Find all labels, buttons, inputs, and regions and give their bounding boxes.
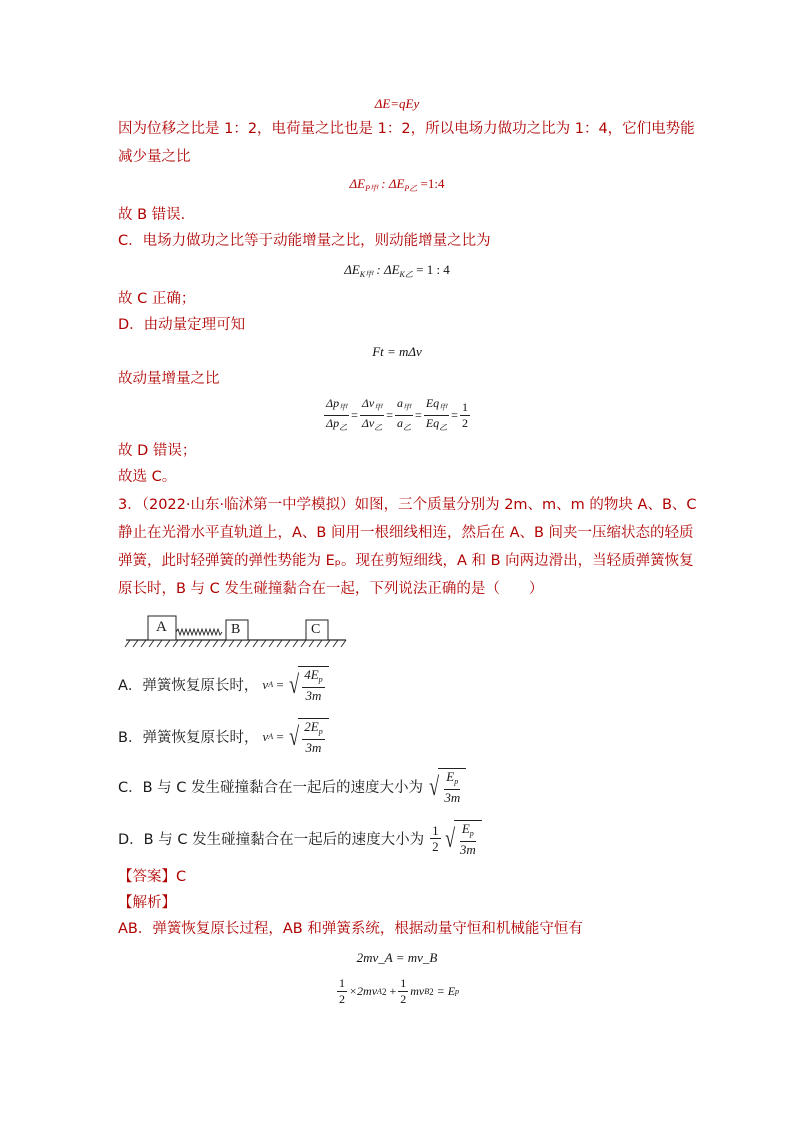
equation-energy-change: ΔE=qEy <box>374 96 420 111</box>
option-d: D．B 与 C 发生碰撞黏合在一起后的速度大小为 $\frac{1}{2}$ √ $\frac{E_p}{3m}$ <box>118 820 482 857</box>
paragraph-option-d: D．由动量定理可知 <box>118 317 246 333</box>
option-b: B．弹簧恢复原长时， v A = √ $\frac{2E_p}{3m}$ <box>118 718 329 755</box>
option-c: C．B 与 C 发生碰撞黏合在一起后的速度大小为 √ $\frac{E_p}{3m}$ <box>118 768 466 805</box>
option-a-text: A．弹簧恢复原长时， <box>118 678 259 694</box>
option-c-text: C．B 与 C 发生碰撞黏合在一起后的速度大小为 <box>118 780 424 796</box>
paragraph-line: 因为位移之比是 1：2，电荷量之比也是 1：2，所以电场力做功之比为 1：4，它们电势能 <box>118 121 695 137</box>
paragraph-line: 减少量之比 <box>118 149 191 165</box>
paragraph-ab: AB．弹簧恢复原长过程，AB 和弹簧系统，根据动量守恒和机械能守恒有 <box>118 921 583 937</box>
equation-impulse: Ft = mΔv <box>372 344 422 359</box>
option-b-text: B．弹簧恢复原长时， <box>118 730 259 746</box>
option-a: A．弹簧恢复原长时， v A = √ $\frac{4E_p}{3m}$ <box>118 666 329 703</box>
equation-kinetic-ratio: $\Delta E_{K甲}$ : $\Delta E_{K乙} = 1$ : 4 <box>344 262 450 279</box>
conclusion-c: 故 C 正确； <box>118 291 196 307</box>
conclusion-d: 故 D 错误； <box>118 443 197 459</box>
block-a-label: A <box>156 619 167 635</box>
question-3-line: 原长时，B 与 C 发生碰撞黏合在一起，下列说法正确的是（ ） <box>118 581 544 597</box>
analysis-label: 【解析】 <box>118 895 176 911</box>
block-b-label: B <box>231 622 241 637</box>
final-choice: 故选 C。 <box>118 469 177 485</box>
answer-label: 【答案】C <box>118 869 187 885</box>
equation-energy-conservation: $\frac{1}{2}$ ×2mv A 2 + $\frac{1}{2}$ mv B 2 = E p <box>338 976 460 1006</box>
question-3-line: 静止在光滑水平直轨道上，A、B 间用一根细线相连，然后在 A、B 间夹一压缩状态的轻质 <box>118 525 694 541</box>
figure-blocks-diagram <box>124 612 350 656</box>
question-3-line: 3．（2022·山东·临沭第一中学模拟）如图，三个质量分别为 2m、m、m 的物块 A、B、C <box>118 497 697 513</box>
paragraph-momentum-ratio: 故动量增量之比 <box>118 371 220 387</box>
paragraph-option-c: C．电场力做功之比等于动能增量之比，则动能增量之比为 <box>118 233 491 249</box>
question-3-line: 弹簧，此时轻弹簧的弹性势能为 Eₚ。现在剪短细线，A 和 B 向两边滑出，当轻质弹簧恢复 <box>118 553 694 569</box>
equation-momentum-ratio: $\frac{\Delta p_甲}{\Delta p_乙}$ = $\frac{\Delta v_甲}{\Delta v_乙}$ = $\frac{a_甲}{a_乙}$ = $\frac{Eq_甲}{Eq_乙}$ = $\frac{1}{2}$ <box>326 396 468 432</box>
conclusion-b: 故 B 错误． <box>118 207 196 223</box>
equation-potential-ratio: $\Delta E_{P甲}$ : $\Delta E_{P乙}$ =1:4 <box>349 176 445 193</box>
equation-momentum-conservation: 2mv_A = mv_B <box>356 950 438 965</box>
option-d-text: D．B 与 C 发生碰撞黏合在一起后的速度大小为 <box>118 832 425 848</box>
block-c-label: C <box>311 622 321 637</box>
